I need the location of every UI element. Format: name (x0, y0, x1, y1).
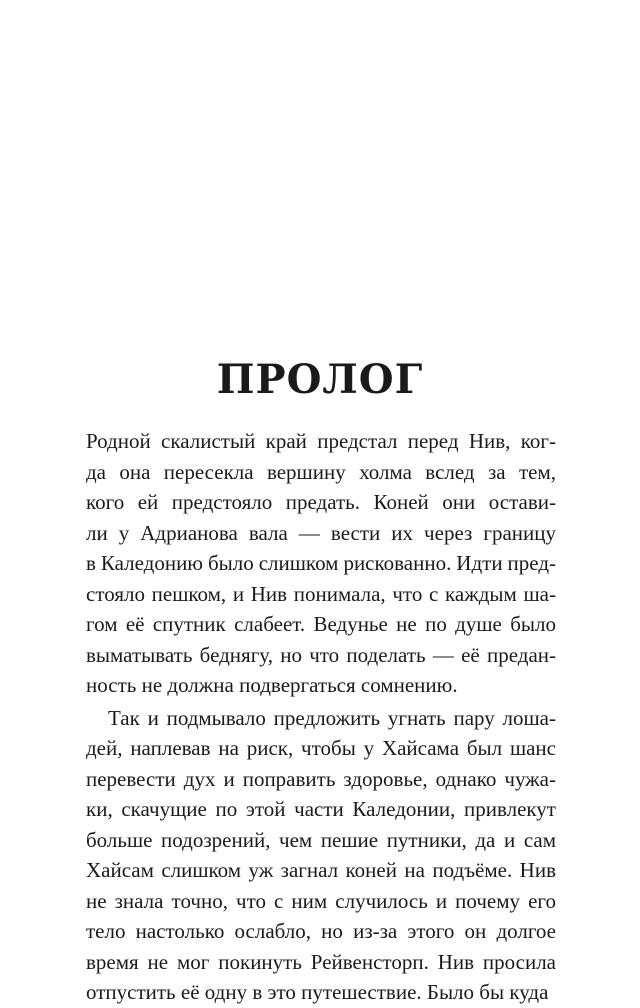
text-line: больше подозрений, чем пешие путники, да и сам (86, 827, 556, 852)
text-line: Так и подмывало предложить угнать пару лоша- (108, 705, 556, 730)
text-line: стояло пешком, и Нив понимала, что с каждым ша- (86, 581, 556, 606)
text-line: кого ей предстояло предать. Коней они остави- (86, 490, 556, 514)
text-line: выматывать беднягу, но что поделать — её предан- (86, 642, 556, 667)
chapter-title: ПРОЛОГ (216, 356, 424, 403)
paragraph (86, 426, 556, 701)
paragraph (86, 703, 556, 1008)
text-line: перевести дух и поправить здоровье, однако чужа- (86, 766, 556, 791)
text-line: ки, скачущие по этой части Каледонии, привлекут (86, 797, 556, 821)
text-line: тело настолько ослабло, но из-за этого он долгое (86, 919, 556, 943)
text-line: не знала точно, что с ним случилось и почему его (86, 888, 556, 913)
text-line: да она пересекла вершину холма вслед за тем, (86, 459, 556, 484)
text-line: ность не должна подвергаться сомнению. (86, 673, 458, 697)
text-line: ли у Адрианова вала — вести их через границу (86, 520, 556, 545)
text-line: Родной скалистый край предстал перед Нив, ког- (86, 429, 556, 453)
text-line: время не мог покинуть Рейвенсторп. Нив просила (86, 949, 556, 974)
text-line: в Каледонию было слишком рискованно. Идти пред- (86, 551, 556, 575)
text-line: гом её спутник слабеет. Ведунье не по душе было (86, 612, 556, 636)
text-line: отпустить её одну в это путешествие. Было бы куда (86, 980, 549, 1004)
body-text (86, 426, 556, 1008)
text-line: дей, наплевав на риск, чтобы у Хайсама был шанс (86, 736, 556, 760)
text-line: Хайсам слишком уж загнал коней на подъёме. Нив (86, 858, 556, 882)
